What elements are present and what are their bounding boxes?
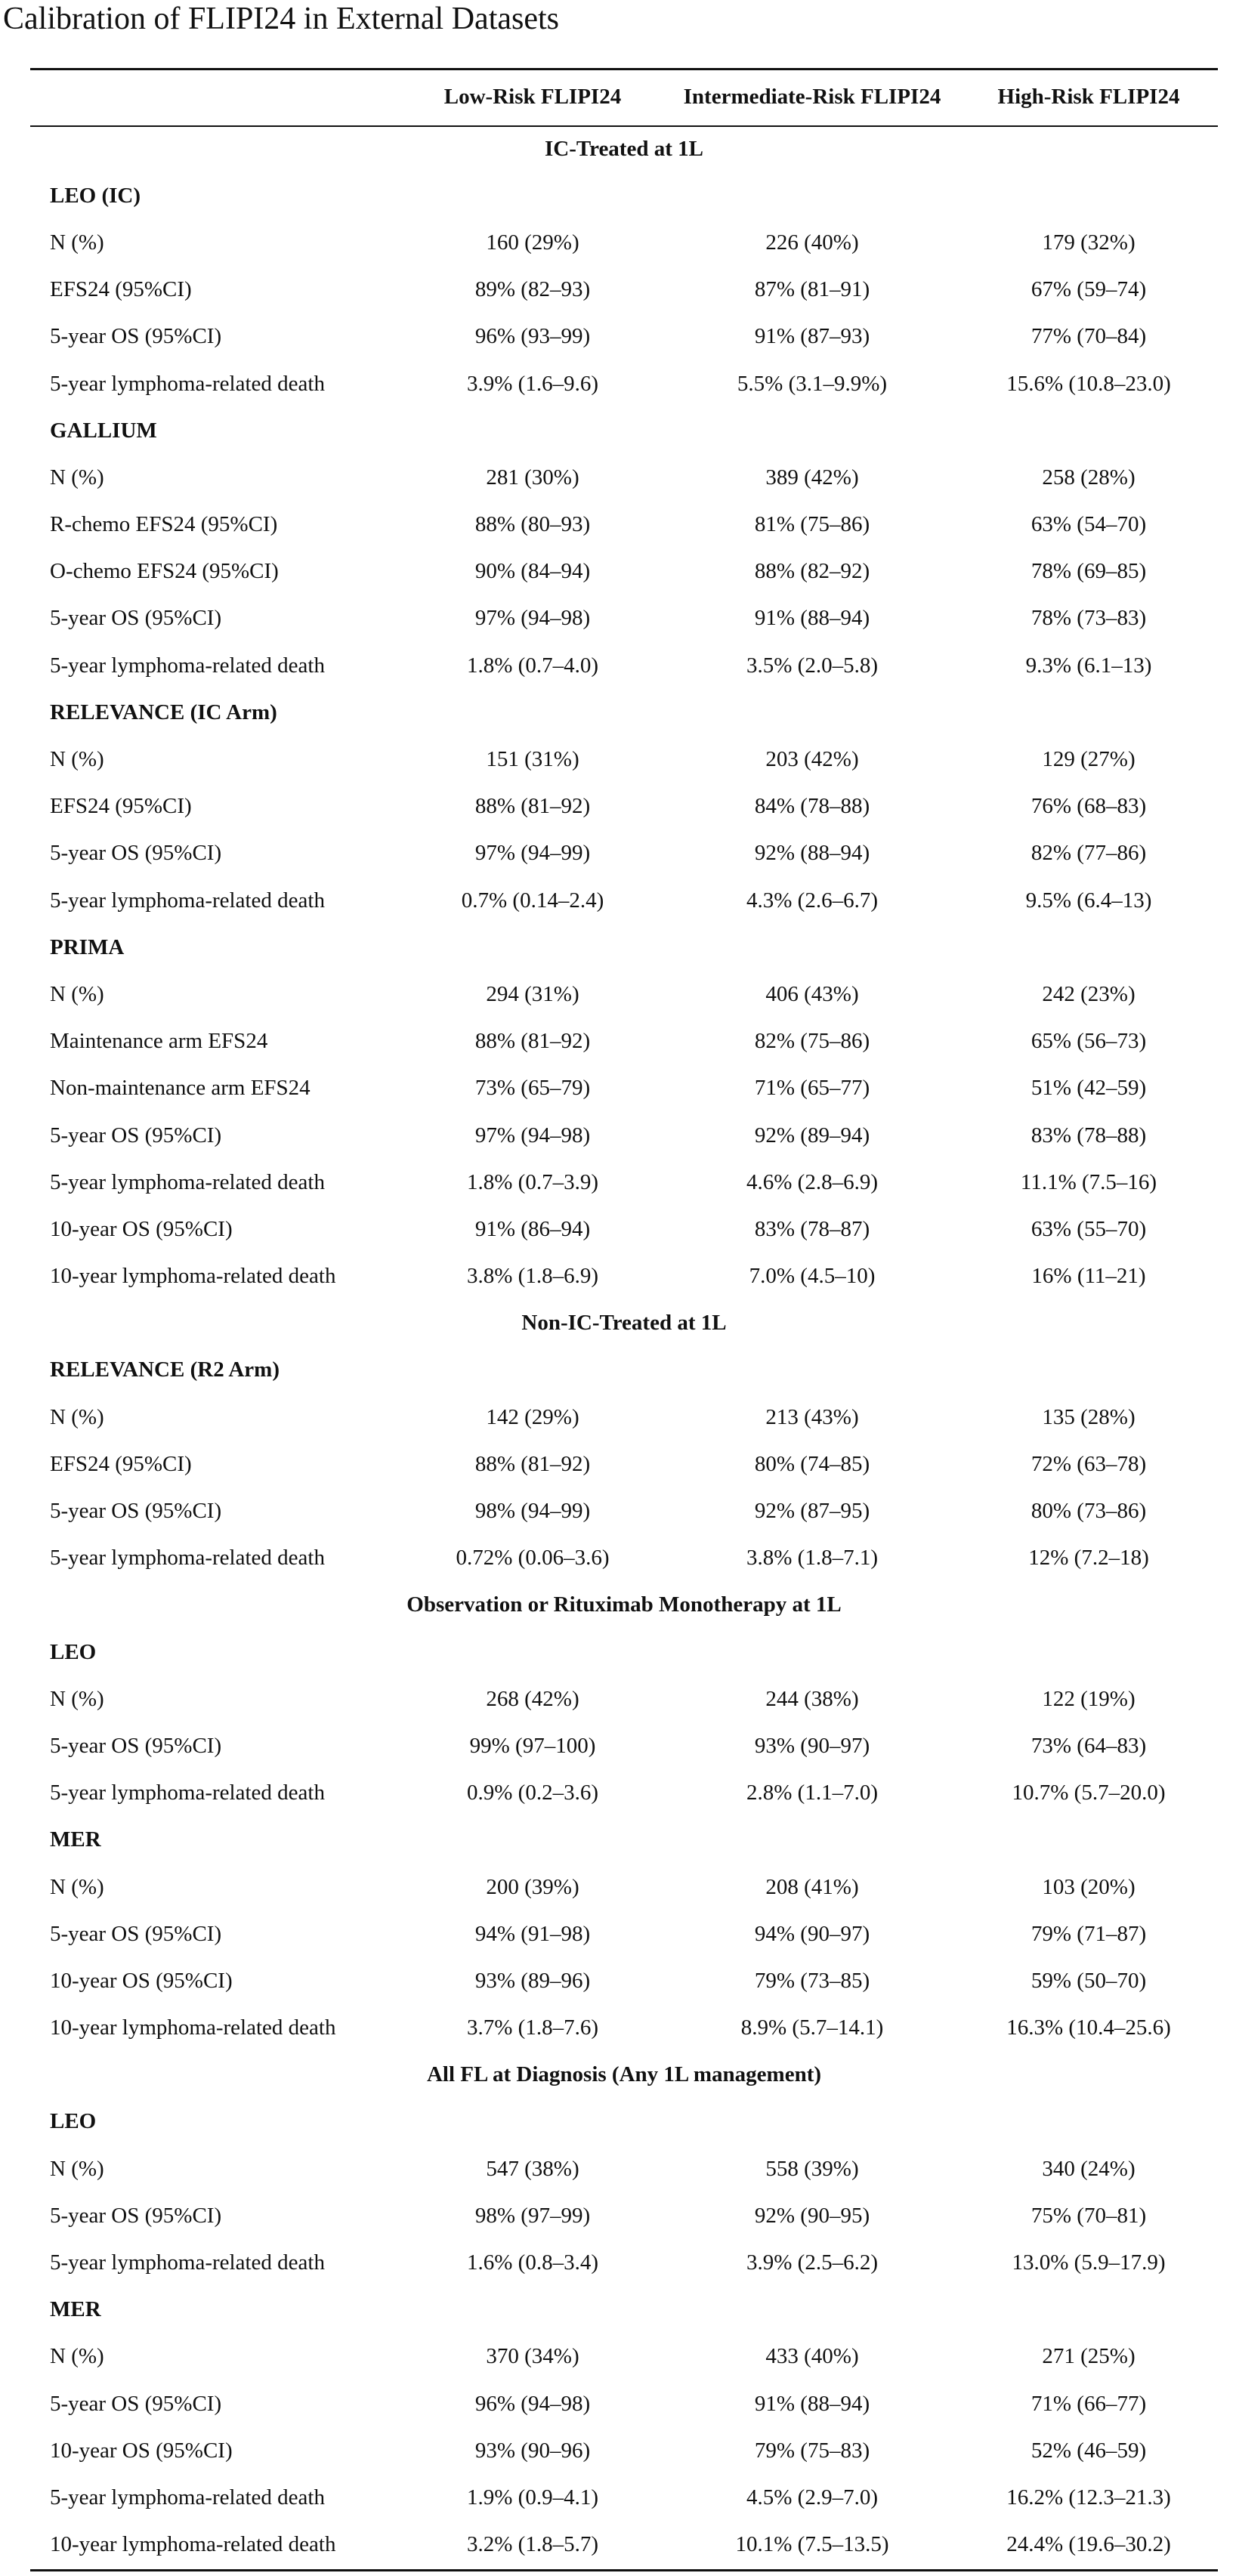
high-risk-value: 78% (73–83) xyxy=(1031,606,1147,631)
high-risk-value: 76% (68–83) xyxy=(1031,794,1147,819)
header-rule xyxy=(30,125,1218,127)
table-row xyxy=(30,1770,1218,1817)
section-header-row xyxy=(30,125,1218,172)
dataset-header-row xyxy=(30,1347,1218,1394)
low-risk-value: 0.9% (0.2–3.6) xyxy=(467,1781,598,1805)
bottom-rule xyxy=(30,2569,1218,2571)
low-risk-value: 88% (81–92) xyxy=(474,1451,591,1476)
intermediate-risk-value: 558 (39%) xyxy=(765,2156,859,2181)
row-label: 5-year OS (95%CI) xyxy=(50,2391,222,2416)
row-label: 10-year lymphoma-related death xyxy=(50,2532,336,2557)
high-risk-value: 122 (19%) xyxy=(1042,1686,1136,1711)
row-label: 5-year lymphoma-related death xyxy=(50,371,325,396)
high-risk-value: 135 (28%) xyxy=(1042,1404,1136,1429)
low-risk-value: 151 (31%) xyxy=(486,747,579,772)
low-risk-value: 294 (31%) xyxy=(486,981,579,1006)
row-label: 5-year lymphoma-related death xyxy=(50,2250,325,2275)
intermediate-risk-value: 213 (43%) xyxy=(765,1404,859,1429)
high-risk-value: 63% (55–70) xyxy=(1031,1216,1147,1241)
intermediate-risk-value: 93% (90–97) xyxy=(754,1733,870,1758)
high-risk-value: 59% (50–70) xyxy=(1031,1968,1147,1993)
row-label: 10-year OS (95%CI) xyxy=(50,1216,233,1241)
intermediate-risk-value: 389 (42%) xyxy=(765,465,859,490)
table-row xyxy=(30,314,1218,360)
intermediate-risk-value: 92% (90–95) xyxy=(754,2203,870,2228)
low-risk-value: 1.8% (0.7–3.9) xyxy=(467,1169,598,1194)
table-row xyxy=(30,1441,1218,1487)
low-risk-value: 1.9% (0.9–4.1) xyxy=(467,2485,598,2510)
high-risk-value: 129 (27%) xyxy=(1042,747,1136,772)
high-risk-value: 67% (59–74) xyxy=(1031,277,1147,302)
low-risk-value: 142 (29%) xyxy=(486,1404,579,1429)
low-risk-value: 281 (30%) xyxy=(486,465,579,490)
low-risk-value: 268 (42%) xyxy=(486,1686,579,1711)
low-risk-value: 96% (93–99) xyxy=(474,324,591,349)
high-risk-value: 179 (32%) xyxy=(1042,230,1136,255)
high-risk-value: 73% (64–83) xyxy=(1031,1733,1147,1758)
dataset-header-row xyxy=(30,2099,1218,2145)
row-label: N (%) xyxy=(50,465,104,490)
table-row xyxy=(30,219,1218,266)
high-risk-value: 72% (63–78) xyxy=(1031,1451,1147,1476)
table-row xyxy=(30,1487,1218,1534)
header-cell-high-risk: High-Risk FLIPI24 xyxy=(997,84,1180,109)
intermediate-risk-value: 91% (87–93) xyxy=(754,324,870,349)
high-risk-value: 80% (73–86) xyxy=(1031,1499,1147,1524)
dataset-header-row xyxy=(30,1817,1218,1864)
intermediate-risk-value: 3.9% (2.5–6.2) xyxy=(746,2250,878,2275)
high-risk-value: 77% (70–84) xyxy=(1031,324,1147,349)
section-header: All FL at Diagnosis (Any 1L management) xyxy=(426,2062,822,2087)
header-cell-blank xyxy=(30,68,400,125)
row-label: 5-year lymphoma-related death xyxy=(50,1546,325,1571)
intermediate-risk-value: 8.9% (5.7–14.1) xyxy=(740,2015,884,2040)
intermediate-risk-value: 88% (82–92) xyxy=(754,559,870,584)
low-risk-value: 90% (84–94) xyxy=(474,559,591,584)
dataset-header-row xyxy=(30,2287,1218,2334)
high-risk-value: 51% (42–59) xyxy=(1031,1076,1147,1101)
row-label: O-chemo EFS24 (95%CI) xyxy=(50,559,279,584)
high-risk-value: 242 (23%) xyxy=(1042,981,1136,1006)
high-risk-value: 79% (71–87) xyxy=(1031,1921,1147,1946)
high-risk-value: 9.3% (6.1–13) xyxy=(1025,653,1152,678)
row-label: R-chemo EFS24 (95%CI) xyxy=(50,512,278,537)
table-row xyxy=(30,2192,1218,2239)
dataset-name: MER xyxy=(50,1827,101,1852)
row-label: 5-year OS (95%CI) xyxy=(50,1921,222,1946)
table-row xyxy=(30,1957,1218,2004)
row-label: N (%) xyxy=(50,747,104,772)
intermediate-risk-value: 94% (90–97) xyxy=(754,1921,870,1946)
low-risk-value: 96% (94–98) xyxy=(474,2391,591,2416)
high-risk-value: 11.1% (7.5–16) xyxy=(1020,1169,1157,1194)
table-row xyxy=(30,736,1218,783)
table-row xyxy=(30,1910,1218,1957)
section-header-row xyxy=(30,2052,1218,2099)
low-risk-value: 1.8% (0.7–4.0) xyxy=(467,653,598,678)
low-risk-value: 160 (29%) xyxy=(486,230,579,255)
intermediate-risk-value: 3.8% (1.8–7.1) xyxy=(746,1546,878,1571)
row-label: 5-year lymphoma-related death xyxy=(50,1169,325,1194)
intermediate-risk-value: 92% (88–94) xyxy=(754,841,870,866)
low-risk-value: 89% (82–93) xyxy=(474,277,591,302)
low-risk-value: 200 (39%) xyxy=(486,1874,579,1899)
page-title: Calibration of FLIPI24 in External Datasets xyxy=(3,2,560,36)
table-row xyxy=(30,360,1218,407)
dataset-name: RELEVANCE (R2 Arm) xyxy=(50,1357,280,1382)
row-label: N (%) xyxy=(50,1874,104,1899)
high-risk-value: 24.4% (19.6–30.2) xyxy=(1006,2532,1171,2557)
intermediate-risk-value: 79% (73–85) xyxy=(754,1968,870,1993)
intermediate-risk-value: 10.1% (7.5–13.5) xyxy=(735,2532,889,2557)
dataset-name: GALLIUM xyxy=(50,418,157,443)
high-risk-value: 78% (69–85) xyxy=(1031,559,1147,584)
table-row xyxy=(30,2474,1218,2521)
intermediate-risk-value: 406 (43%) xyxy=(765,981,859,1006)
dataset-name: LEO xyxy=(50,2109,97,2134)
low-risk-value: 547 (38%) xyxy=(486,2156,579,2181)
low-risk-value: 98% (94–99) xyxy=(474,1499,591,1524)
row-label: 5-year OS (95%CI) xyxy=(50,2203,222,2228)
row-label: 5-year OS (95%CI) xyxy=(50,324,222,349)
header-cell-low-risk: Low-Risk FLIPI24 xyxy=(443,84,622,109)
table-row xyxy=(30,1722,1218,1769)
intermediate-risk-value: 7.0% (4.5–10) xyxy=(749,1264,876,1289)
low-risk-value: 93% (89–96) xyxy=(474,1968,591,1993)
low-risk-value: 97% (94–98) xyxy=(474,1123,591,1147)
row-label: 5-year OS (95%CI) xyxy=(50,1499,222,1524)
section-header-row xyxy=(30,1300,1218,1347)
low-risk-value: 88% (81–92) xyxy=(474,794,591,819)
table-row xyxy=(30,1676,1218,1722)
intermediate-risk-value: 80% (74–85) xyxy=(754,1451,870,1476)
intermediate-risk-value: 244 (38%) xyxy=(765,1686,859,1711)
row-label: Non-maintenance arm EFS24 xyxy=(50,1076,311,1101)
intermediate-risk-value: 92% (87–95) xyxy=(754,1499,870,1524)
intermediate-risk-value: 91% (88–94) xyxy=(754,2391,870,2416)
intermediate-risk-value: 2.8% (1.1–7.0) xyxy=(746,1781,878,1805)
row-label: N (%) xyxy=(50,981,104,1006)
intermediate-risk-value: 4.6% (2.8–6.9) xyxy=(746,1169,878,1194)
intermediate-risk-value: 83% (78–87) xyxy=(754,1216,870,1241)
row-label: 5-year OS (95%CI) xyxy=(50,841,222,866)
header-row xyxy=(30,68,1218,125)
row-label: EFS24 (95%CI) xyxy=(50,794,192,819)
dataset-header-row xyxy=(30,924,1218,971)
table-row xyxy=(30,1535,1218,1582)
section-header: IC-Treated at 1L xyxy=(545,136,703,161)
intermediate-risk-value: 84% (78–88) xyxy=(754,794,870,819)
table-row xyxy=(30,642,1218,689)
intermediate-risk-value: 3.5% (2.0–5.8) xyxy=(746,653,878,678)
intermediate-risk-value: 81% (75–86) xyxy=(754,512,870,537)
table-row xyxy=(30,454,1218,501)
low-risk-value: 73% (65–79) xyxy=(474,1076,591,1101)
row-label: 5-year lymphoma-related death xyxy=(50,653,325,678)
dataset-name: RELEVANCE (IC Arm) xyxy=(50,700,277,724)
table-row xyxy=(30,1206,1218,1252)
high-risk-value: 271 (25%) xyxy=(1042,2344,1136,2369)
header-cell-intermediate-risk: Intermediate-Risk FLIPI24 xyxy=(683,84,941,109)
high-risk-value: 52% (46–59) xyxy=(1031,2438,1147,2463)
row-label: 10-year OS (95%CI) xyxy=(50,2438,233,2463)
high-risk-value: 71% (66–77) xyxy=(1031,2391,1147,2416)
table-row xyxy=(30,877,1218,924)
high-risk-value: 340 (24%) xyxy=(1042,2156,1136,2181)
low-risk-value: 3.7% (1.8–7.6) xyxy=(467,2015,598,2040)
low-risk-value: 370 (34%) xyxy=(486,2344,579,2369)
dataset-header-row xyxy=(30,172,1218,219)
row-label: N (%) xyxy=(50,1686,104,1711)
row-label: 5-year lymphoma-related death xyxy=(50,888,325,913)
high-risk-value: 258 (28%) xyxy=(1042,465,1136,490)
dataset-name: LEO xyxy=(50,1639,97,1664)
row-label: EFS24 (95%CI) xyxy=(50,1451,192,1476)
dataset-name: MER xyxy=(50,2297,101,2322)
dataset-name: PRIMA xyxy=(50,934,125,959)
dataset-header-row xyxy=(30,689,1218,736)
section-header-row xyxy=(30,1582,1218,1629)
intermediate-risk-value: 82% (75–86) xyxy=(754,1029,870,1054)
high-risk-value: 63% (54–70) xyxy=(1031,512,1147,537)
row-label: N (%) xyxy=(50,1404,104,1429)
low-risk-value: 0.72% (0.06–3.6) xyxy=(456,1546,610,1571)
table-row xyxy=(30,2005,1218,2052)
low-risk-value: 94% (91–98) xyxy=(474,1921,591,1946)
low-risk-value: 0.7% (0.14–2.4) xyxy=(461,888,604,913)
table-row xyxy=(30,2380,1218,2427)
dataset-name: LEO (IC) xyxy=(50,183,141,208)
table-row xyxy=(30,2334,1218,2380)
intermediate-risk-value: 71% (65–77) xyxy=(754,1076,870,1101)
low-risk-value: 98% (97–99) xyxy=(474,2203,591,2228)
table-row xyxy=(30,830,1218,877)
low-risk-value: 97% (94–98) xyxy=(474,606,591,631)
table-row xyxy=(30,2427,1218,2474)
table-row xyxy=(30,783,1218,830)
intermediate-risk-value: 208 (41%) xyxy=(765,1874,859,1899)
intermediate-risk-value: 4.5% (2.9–7.0) xyxy=(746,2485,878,2510)
low-risk-value: 97% (94–99) xyxy=(474,841,591,866)
intermediate-risk-value: 87% (81–91) xyxy=(754,277,870,302)
row-label: N (%) xyxy=(50,230,104,255)
high-risk-value: 16.2% (12.3–21.3) xyxy=(1006,2485,1171,2510)
row-label: N (%) xyxy=(50,2156,104,2181)
table-row xyxy=(30,1253,1218,1300)
row-label: 5-year OS (95%CI) xyxy=(50,1733,222,1758)
low-risk-value: 3.8% (1.8–6.9) xyxy=(467,1264,598,1289)
row-label: 5-year OS (95%CI) xyxy=(50,1123,222,1147)
intermediate-risk-value: 203 (42%) xyxy=(765,747,859,772)
row-label: Maintenance arm EFS24 xyxy=(50,1029,268,1054)
section-header: Observation or Rituximab Monotherapy at 1L xyxy=(406,1592,842,1617)
high-risk-value: 82% (77–86) xyxy=(1031,841,1147,866)
table-row xyxy=(30,2239,1218,2286)
table-row xyxy=(30,1864,1218,1910)
intermediate-risk-value: 91% (88–94) xyxy=(754,606,870,631)
top-rule xyxy=(30,68,1218,70)
dataset-header-row xyxy=(30,1629,1218,1676)
low-risk-value: 1.6% (0.8–3.4) xyxy=(467,2250,598,2275)
low-risk-value: 88% (81–92) xyxy=(474,1029,591,1054)
low-risk-value: 3.2% (1.8–5.7) xyxy=(467,2532,598,2557)
high-risk-value: 15.6% (10.8–23.0) xyxy=(1006,371,1171,396)
intermediate-risk-value: 4.3% (2.6–6.7) xyxy=(746,888,878,913)
low-risk-value: 91% (86–94) xyxy=(474,1216,591,1241)
row-label: 10-year lymphoma-related death xyxy=(50,1264,336,1289)
calibration-table xyxy=(30,68,1218,2568)
high-risk-value: 16.3% (10.4–25.6) xyxy=(1006,2015,1171,2040)
table-row xyxy=(30,1394,1218,1441)
row-label: N (%) xyxy=(50,2344,104,2369)
high-risk-value: 12% (7.2–18) xyxy=(1028,1546,1149,1571)
table-row xyxy=(30,548,1218,595)
intermediate-risk-value: 226 (40%) xyxy=(765,230,859,255)
table-row xyxy=(30,595,1218,642)
intermediate-risk-value: 433 (40%) xyxy=(765,2344,859,2369)
table-row xyxy=(30,1065,1218,1112)
section-header: Non-IC-Treated at 1L xyxy=(521,1311,727,1336)
table-row xyxy=(30,2145,1218,2192)
high-risk-value: 16% (11–21) xyxy=(1031,1264,1146,1289)
table-row xyxy=(30,502,1218,548)
high-risk-value: 103 (20%) xyxy=(1042,1874,1136,1899)
row-label: 5-year lymphoma-related death xyxy=(50,2485,325,2510)
dataset-header-row xyxy=(30,407,1218,454)
high-risk-value: 10.7% (5.7–20.0) xyxy=(1012,1781,1166,1805)
table-row xyxy=(30,2522,1218,2568)
intermediate-risk-value: 79% (75–83) xyxy=(754,2438,870,2463)
high-risk-value: 13.0% (5.9–17.9) xyxy=(1012,2250,1166,2275)
high-risk-value: 9.5% (6.4–13) xyxy=(1025,888,1152,913)
row-label: 10-year OS (95%CI) xyxy=(50,1968,233,1993)
high-risk-value: 75% (70–81) xyxy=(1031,2203,1147,2228)
low-risk-value: 99% (97–100) xyxy=(469,1733,596,1758)
table-row xyxy=(30,1159,1218,1206)
table-row xyxy=(30,971,1218,1018)
row-label: 5-year lymphoma-related death xyxy=(50,1781,325,1805)
high-risk-value: 65% (56–73) xyxy=(1031,1029,1147,1054)
high-risk-value: 83% (78–88) xyxy=(1031,1123,1147,1147)
low-risk-value: 3.9% (1.6–9.6) xyxy=(467,371,598,396)
row-label: 10-year lymphoma-related death xyxy=(50,2015,336,2040)
table-row xyxy=(30,1018,1218,1065)
intermediate-risk-value: 5.5% (3.1–9.9%) xyxy=(737,371,888,396)
row-label: 5-year OS (95%CI) xyxy=(50,606,222,631)
table-row xyxy=(30,1112,1218,1159)
low-risk-value: 88% (80–93) xyxy=(474,512,591,537)
intermediate-risk-value: 92% (89–94) xyxy=(754,1123,870,1147)
table-row xyxy=(30,267,1218,314)
low-risk-value: 93% (90–96) xyxy=(474,2438,591,2463)
row-label: EFS24 (95%CI) xyxy=(50,277,192,302)
